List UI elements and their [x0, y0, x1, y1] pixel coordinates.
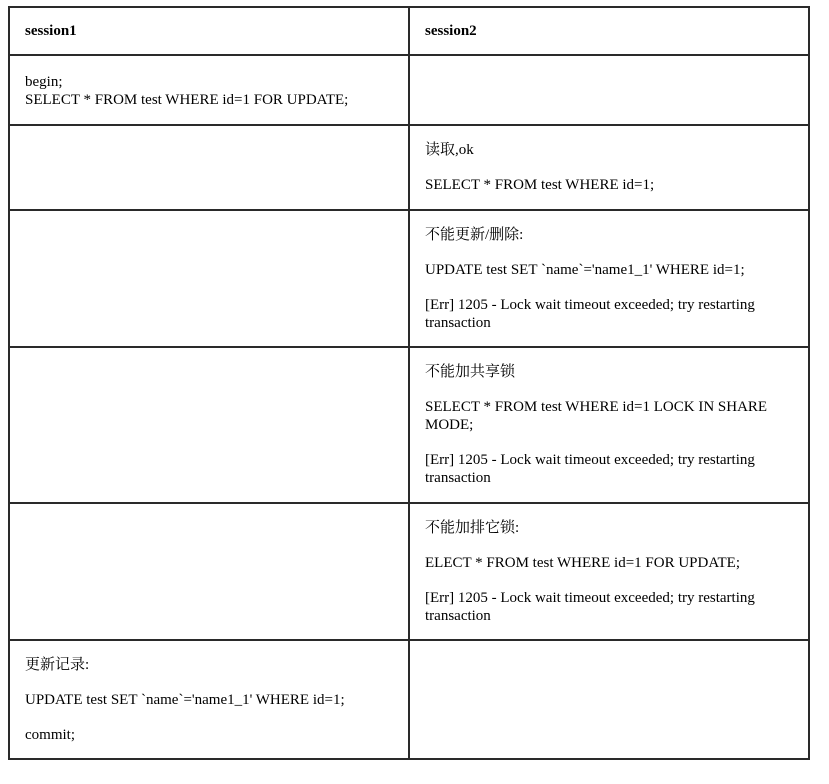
session-comparison-table	[8, 6, 810, 760]
row3-session2-error: [Err] 1205 - Lock wait timeout exceeded; try restarting transaction	[425, 297, 755, 331]
header-session2: session2	[409, 7, 809, 55]
row1-session1-line1: begin;	[25, 74, 63, 90]
row4-session1-cell	[9, 347, 409, 503]
row6-session1-sql: UPDATE test SET `name`='name1_1' WHERE id=1;	[25, 692, 345, 708]
row2-session2-note: 读取,ok	[425, 142, 474, 158]
table-row	[9, 55, 809, 125]
row2-session2-cell	[409, 125, 809, 210]
table-header-row	[9, 7, 809, 55]
row3-session2-note: 不能更新/删除:	[425, 227, 524, 243]
row5-session2-sql: ELECT * FROM test WHERE id=1 FOR UPDATE;	[425, 555, 741, 571]
table-row	[9, 640, 809, 759]
row5-session2-error: [Err] 1205 - Lock wait timeout exceeded; try restarting transaction	[425, 590, 755, 624]
row1-session2-cell	[409, 55, 809, 125]
row4-session2-error: [Err] 1205 - Lock wait timeout exceeded; try restarting transaction	[425, 452, 755, 486]
table-row	[9, 125, 809, 210]
row3-session2-cell	[409, 210, 809, 347]
row3-session2-sql: UPDATE test SET `name`='name1_1' WHERE id=1;	[425, 262, 745, 278]
row6-session2-cell	[409, 640, 809, 759]
table-row	[9, 210, 809, 347]
row4-session2-cell	[409, 347, 809, 503]
row2-session1-cell	[9, 125, 409, 210]
row2-session2-sql: SELECT * FROM test WHERE id=1;	[425, 177, 655, 193]
table-row	[9, 503, 809, 640]
row1-session1-line2: SELECT * FROM test WHERE id=1 FOR UPDATE;	[25, 92, 349, 108]
row4-session2-sql: SELECT * FROM test WHERE id=1 LOCK IN SHARE MODE;	[425, 399, 768, 433]
row5-session2-cell	[409, 503, 809, 640]
row6-session1-commit: commit;	[25, 727, 75, 743]
row5-session2-note: 不能加排它锁:	[425, 520, 520, 536]
row6-session1-note: 更新记录:	[25, 657, 90, 673]
row3-session1-cell	[9, 210, 409, 347]
row4-session2-note: 不能加共享锁	[425, 364, 516, 380]
header-session1: session1	[9, 7, 409, 55]
table-row	[9, 347, 809, 503]
row6-session1-cell	[9, 640, 409, 759]
row1-session1-cell	[9, 55, 409, 125]
row5-session1-cell	[9, 503, 409, 640]
